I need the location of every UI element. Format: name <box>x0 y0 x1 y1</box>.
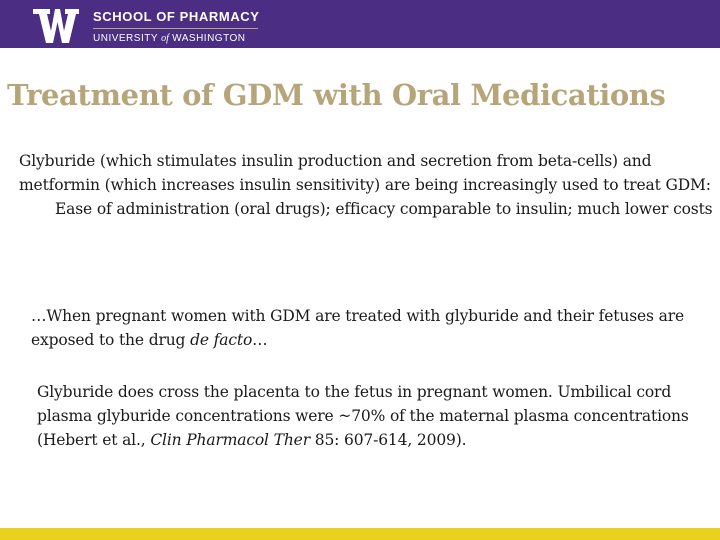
slide-title: Treatment of GDM with Oral Medications <box>7 78 666 112</box>
paragraph-main-text: Glyburide (which stimulates insulin production and secretion from beta-cells) and metformin (which increases insulin sensitivity) are being increasingly used to treat GDM: <box>19 152 711 194</box>
paragraph-exposure: …When pregnant women with GDM are treated with glyburide and their fetuses are exposed to the drug de facto… <box>31 307 684 349</box>
paragraph-sub-point: Ease of administration (oral drugs); efficacy comparable to insulin; much lower costs <box>55 200 713 218</box>
header-bar <box>0 0 720 48</box>
header-divider <box>93 28 258 29</box>
footer-bar <box>0 528 720 540</box>
journal-citation: Clin Pharmacol Ther <box>150 431 310 449</box>
university-name: UNIVERSITY of WASHINGTON <box>93 33 246 44</box>
uw-w-logo-icon <box>33 9 79 43</box>
italic-de-facto: de facto <box>190 331 253 349</box>
paragraph-placenta: Glyburide does cross the placenta to the fetus in pregnant women. Umbilical cord plasma glyburide concentrations were ~70% of the maternal plasma concentrations (Hebert et al., Clin Pharmacol Ther 85: 607-614, 2009). <box>37 383 689 449</box>
paragraph-medications <box>19 149 719 221</box>
school-name: SCHOOL OF PHARMACY <box>93 9 260 24</box>
